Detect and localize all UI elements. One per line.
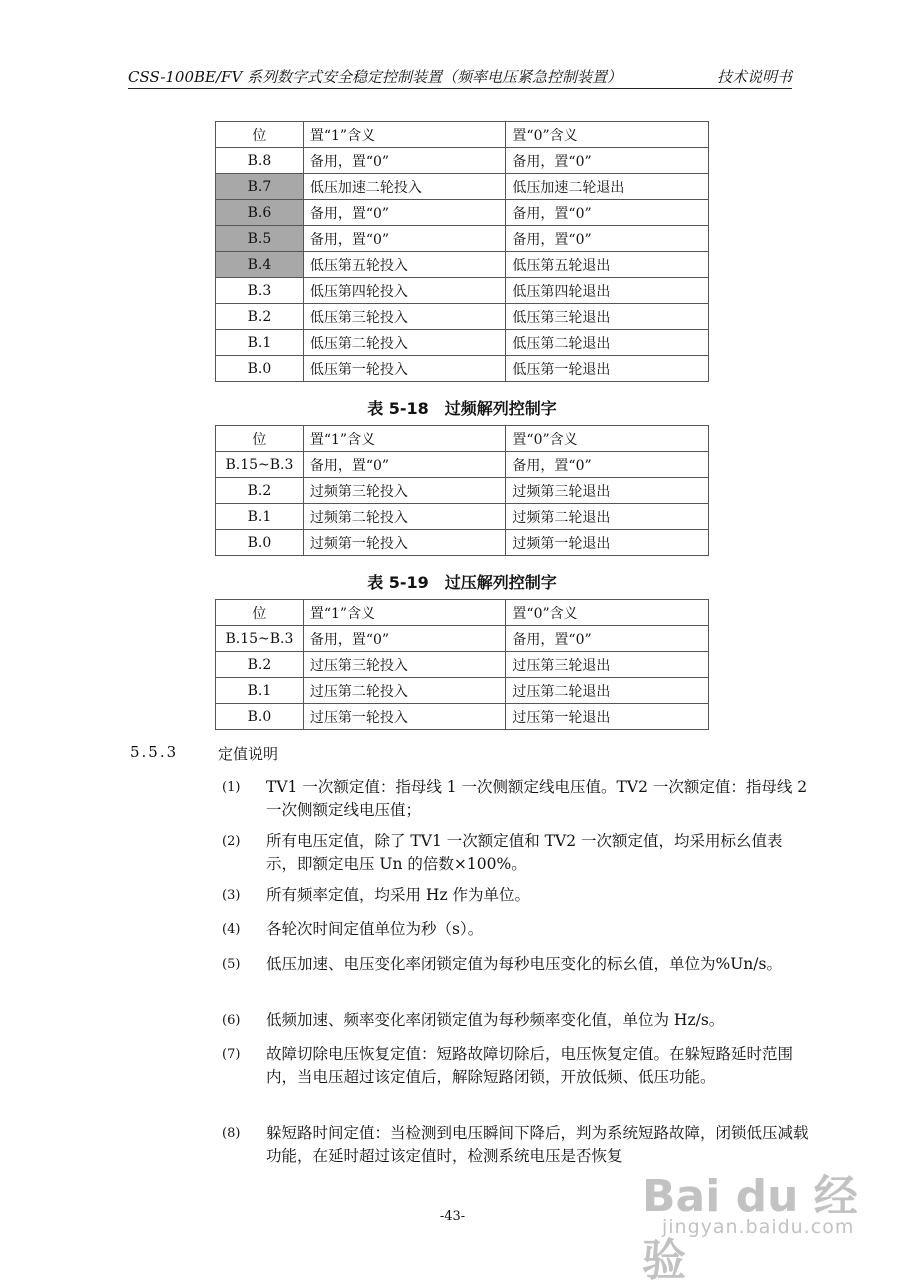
item-text: 低频加速、频率变化率闭锁定值为每秒频率变化值，单位为 Hz/s。 bbox=[266, 1011, 725, 1029]
item-number: (8) bbox=[222, 1126, 241, 1141]
table-row bbox=[216, 200, 709, 226]
bit-cell: B.2 bbox=[216, 478, 304, 504]
table-row bbox=[216, 626, 709, 652]
bit-cell: B.8 bbox=[216, 148, 304, 174]
table-row bbox=[216, 174, 709, 200]
bit-cell: B.2 bbox=[216, 304, 304, 330]
one-meaning-cell: 过频第一轮投入 bbox=[303, 530, 506, 556]
one-meaning-cell: 低压第三轮投入 bbox=[303, 304, 506, 330]
item-number: (1) bbox=[222, 780, 241, 795]
zero-meaning-cell: 低压第一轮退出 bbox=[506, 356, 709, 382]
table-row bbox=[216, 652, 709, 678]
bit-cell: B.5 bbox=[216, 226, 304, 252]
table-row bbox=[216, 330, 709, 356]
bit-cell: B.2 bbox=[216, 652, 304, 678]
table-row bbox=[216, 504, 709, 530]
header-cell-zero: 置“0”含义 bbox=[506, 600, 709, 626]
zero-meaning-cell: 过压第一轮退出 bbox=[506, 704, 709, 730]
zero-meaning-cell: 备用，置“0” bbox=[506, 148, 709, 174]
one-meaning-cell: 备用，置“0” bbox=[303, 626, 506, 652]
table-caption-5-18: 表 5-18 过频解列控制字 bbox=[367, 399, 557, 418]
zero-meaning-cell: 低压加速二轮退出 bbox=[506, 174, 709, 200]
zero-meaning-cell: 备用，置“0” bbox=[506, 626, 709, 652]
header-cell-one: 置“1”含义 bbox=[303, 122, 506, 148]
zero-meaning-cell: 过压第三轮退出 bbox=[506, 652, 709, 678]
item-number: (2) bbox=[222, 834, 241, 849]
item-number: (5) bbox=[222, 957, 241, 972]
zero-meaning-cell: 过频第一轮退出 bbox=[506, 530, 709, 556]
bit-cell: B.0 bbox=[216, 356, 304, 382]
one-meaning-cell: 过频第三轮投入 bbox=[303, 478, 506, 504]
table-row bbox=[216, 148, 709, 174]
table-row bbox=[216, 252, 709, 278]
bit-cell: B.6 bbox=[216, 200, 304, 226]
table-caption-5-19: 表 5-19 过压解列控制字 bbox=[367, 573, 557, 592]
bit-cell: B.1 bbox=[216, 504, 304, 530]
item-number: (4) bbox=[222, 922, 241, 937]
zero-meaning-cell: 过频第二轮退出 bbox=[506, 504, 709, 530]
page-number: -43- bbox=[439, 1209, 466, 1224]
item-number: (7) bbox=[222, 1047, 241, 1062]
item-number: (6) bbox=[222, 1013, 241, 1028]
table-row bbox=[216, 226, 709, 252]
bit-cell: B.4 bbox=[216, 252, 304, 278]
header-cell-bit: 位 bbox=[216, 426, 304, 452]
control-word-table-5-19 bbox=[215, 599, 709, 730]
one-meaning-cell: 过压第一轮投入 bbox=[303, 704, 506, 730]
zero-meaning-cell: 备用，置“0” bbox=[506, 200, 709, 226]
bit-cell: B.15~B.3 bbox=[216, 626, 304, 652]
item-text: 所有频率定值，均采用 Hz 作为单位。 bbox=[266, 886, 531, 904]
header-cell-zero: 置“0”含义 bbox=[506, 122, 709, 148]
table-header-row bbox=[216, 426, 709, 452]
one-meaning-cell: 过压第二轮投入 bbox=[303, 678, 506, 704]
control-word-table-top bbox=[215, 121, 709, 382]
header-cell-one: 置“1”含义 bbox=[303, 426, 506, 452]
header-doc-type: 技术说明书 bbox=[716, 68, 792, 86]
one-meaning-cell: 备用，置“0” bbox=[303, 148, 506, 174]
zero-meaning-cell: 备用，置“0” bbox=[506, 452, 709, 478]
header-cell-bit: 位 bbox=[216, 122, 304, 148]
zero-meaning-cell: 低压第五轮退出 bbox=[506, 252, 709, 278]
item-text: 低压加速、电压变化率闭锁定值为每秒电压变化的标幺值，单位为%Un/s。 bbox=[266, 955, 782, 973]
one-meaning-cell: 低压第五轮投入 bbox=[303, 252, 506, 278]
zero-meaning-cell: 低压第三轮退出 bbox=[506, 304, 709, 330]
bit-cell: B.7 bbox=[216, 174, 304, 200]
header-title: CSS-100BE/FV 系列数字式安全稳定控制装置（频率电压紧急控制装置） bbox=[128, 68, 623, 86]
watermark-url: jingyan.baidu.com bbox=[662, 1216, 855, 1238]
one-meaning-cell: 备用，置“0” bbox=[303, 452, 506, 478]
header-cell-bit: 位 bbox=[216, 600, 304, 626]
table-row bbox=[216, 478, 709, 504]
section-title: 定值说明 bbox=[218, 745, 279, 763]
bit-cell: B.0 bbox=[216, 704, 304, 730]
table-header-row bbox=[216, 122, 709, 148]
item-text: 各轮次时间定值单位为秒（s）。 bbox=[266, 920, 484, 938]
control-word-table-5-18 bbox=[215, 425, 709, 556]
header-cell-one: 置“1”含义 bbox=[303, 600, 506, 626]
item-text: 躲短路时间定值：当检测到电压瞬间下降后，判为系统短路故障，闭锁低压减载功能，在延时超过该定值时，检测系统电压是否恢复 bbox=[266, 1124, 809, 1165]
one-meaning-cell: 备用，置“0” bbox=[303, 226, 506, 252]
page-header bbox=[128, 66, 792, 89]
bit-cell: B.3 bbox=[216, 278, 304, 304]
bit-cell: B.1 bbox=[216, 330, 304, 356]
section-number: 5.5.3 bbox=[130, 743, 179, 761]
item-text: TV1 一次额定值：指母线 1 一次侧额定线电压值。TV2 一次额定值：指母线 2 一次侧额定线电压值； bbox=[266, 778, 808, 819]
bit-cell: B.15~B.3 bbox=[216, 452, 304, 478]
one-meaning-cell: 过频第二轮投入 bbox=[303, 504, 506, 530]
one-meaning-cell: 低压第一轮投入 bbox=[303, 356, 506, 382]
table-row bbox=[216, 356, 709, 382]
table-row bbox=[216, 278, 709, 304]
one-meaning-cell: 低压第四轮投入 bbox=[303, 278, 506, 304]
table-row bbox=[216, 704, 709, 730]
table-header-row bbox=[216, 600, 709, 626]
table-row bbox=[216, 678, 709, 704]
one-meaning-cell: 低压第二轮投入 bbox=[303, 330, 506, 356]
item-text: 故障切除电压恢复定值：短路故障切除后，电压恢复定值。在躲短路延时范围内，当电压超过该定值后，解除短路闭锁，开放低频、低压功能。 bbox=[266, 1045, 794, 1086]
table-row bbox=[216, 452, 709, 478]
table-row bbox=[216, 304, 709, 330]
zero-meaning-cell: 过压第二轮退出 bbox=[506, 678, 709, 704]
zero-meaning-cell: 低压第四轮退出 bbox=[506, 278, 709, 304]
item-text: 所有电压定值，除了 TV1 一次额定值和 TV2 一次额定值，均采用标幺值表示，即额定电压 Un 的倍数×100%。 bbox=[266, 832, 783, 873]
watermark-logo: Bai du 经验 bbox=[642, 1171, 858, 1286]
zero-meaning-cell: 过频第三轮退出 bbox=[506, 478, 709, 504]
one-meaning-cell: 备用，置“0” bbox=[303, 200, 506, 226]
bit-cell: B.1 bbox=[216, 678, 304, 704]
bit-cell: B.0 bbox=[216, 530, 304, 556]
baidu-jingyan-watermark bbox=[642, 1160, 882, 1286]
item-number: (3) bbox=[222, 888, 241, 903]
zero-meaning-cell: 低压第二轮退出 bbox=[506, 330, 709, 356]
header-cell-zero: 置“0”含义 bbox=[506, 426, 709, 452]
one-meaning-cell: 低压加速二轮投入 bbox=[303, 174, 506, 200]
one-meaning-cell: 过压第三轮投入 bbox=[303, 652, 506, 678]
zero-meaning-cell: 备用，置“0” bbox=[506, 226, 709, 252]
table-row bbox=[216, 530, 709, 556]
